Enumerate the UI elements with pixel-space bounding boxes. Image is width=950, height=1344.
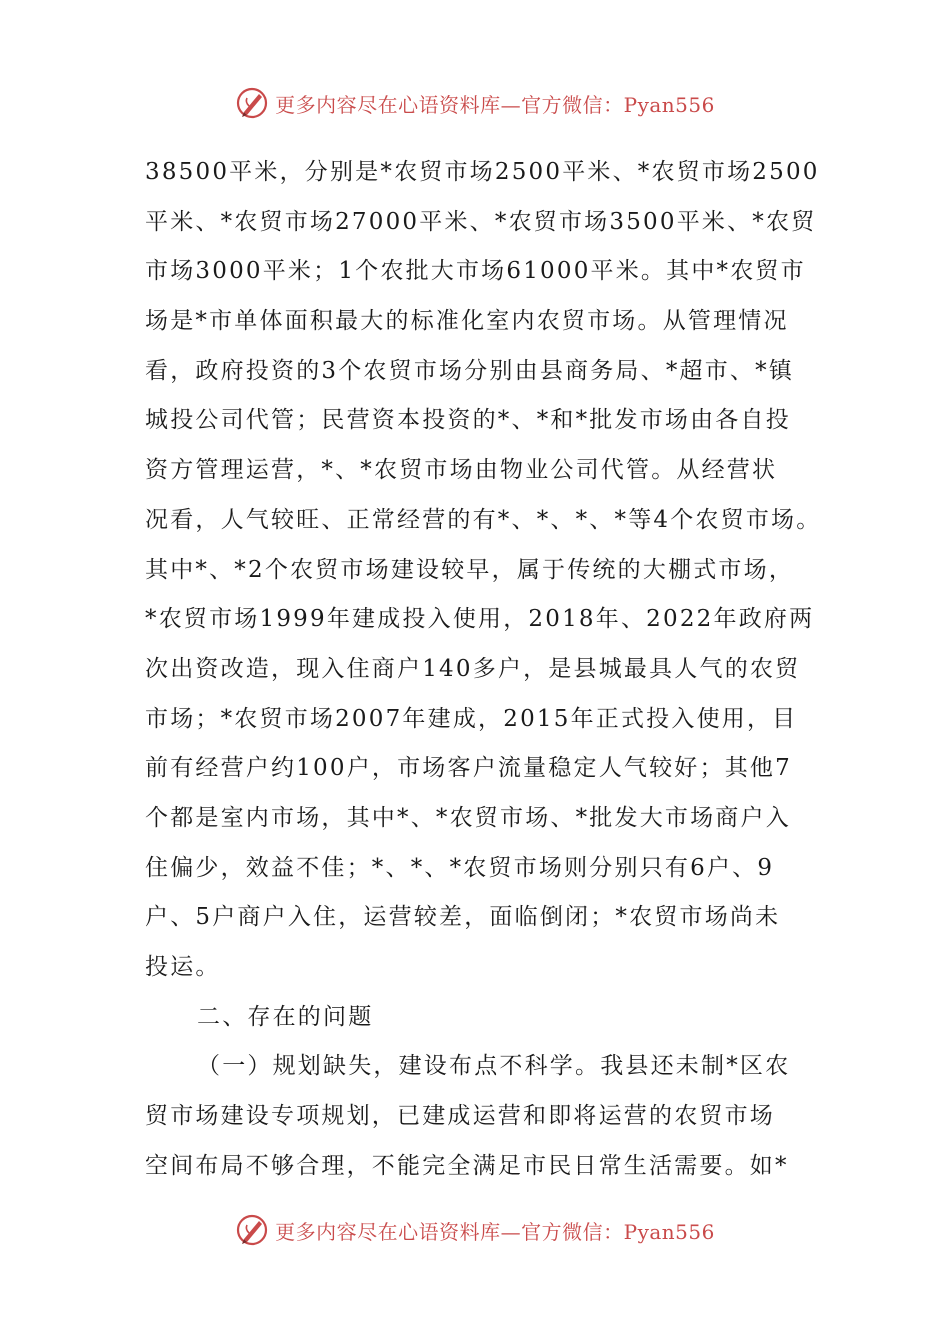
- document-body: [145, 148, 825, 1191]
- body-line: 城投公司代管；民营资本投资的*、*和*批发市场由各自投: [145, 407, 791, 434]
- body-line: 资方管理运营，*、*农贸市场由物业公司代管。从经营状: [145, 457, 778, 484]
- pen-logo-icon: [235, 86, 269, 120]
- header-banner: [0, 83, 950, 123]
- body-line: 个都是室内市场，其中*、*农贸市场、*批发大市场商户入: [145, 804, 791, 831]
- header-banner-text: 更多内容尽在心语资料库—官方微信：Pyan556: [275, 92, 715, 117]
- body-line: 次出资改造，现入住商户140多户，是县城最具人气的农贸: [145, 655, 801, 682]
- body-line: 看，政府投资的3个农贸市场分别由县商务局、*超市、*镇: [145, 357, 795, 384]
- body-line: 贸市场建设专项规划，已建成运营和即将运营的农贸市场: [145, 1103, 775, 1130]
- body-line: 前有经营户约100户，市场客户流量稳定人气较好；其他7: [145, 755, 792, 782]
- body-line: *农贸市场1999年建成投入使用，2018年、2022年政府两: [145, 606, 815, 633]
- footer-banner-text: 更多内容尽在心语资料库—官方微信：Pyan556: [275, 1219, 715, 1244]
- section-heading: 二、存在的问题: [197, 1003, 374, 1030]
- body-line: 户、5户商户入住，运营较差，面临倒闭；*农贸市场尚未: [145, 904, 781, 931]
- body-line: 投运。: [145, 954, 221, 980]
- body-line: 平米、*农贸市场27000平米、*农贸市场3500平米、*农贸: [145, 208, 817, 235]
- body-line: （一）规划缺失，建设布点不科学。我县还未制*区农: [197, 1053, 791, 1080]
- pen-logo-icon: [235, 1213, 269, 1247]
- body-line: 其中*、*2个农贸市场建设较早，属于传统的大棚式市场，: [145, 556, 795, 583]
- body-line: 38500平米，分别是*农贸市场2500平米、*农贸市场2500: [145, 159, 820, 185]
- body-line: 场是*市单体面积最大的标准化室内农贸市场。从管理情况: [145, 308, 789, 335]
- footer-banner: [0, 1210, 950, 1250]
- body-line: 市场3000平米；1个农批大市场61000平米。其中*农贸市: [145, 258, 806, 285]
- body-line: 空间布局不够合理，不能完全满足市民日常生活需要。如*: [145, 1152, 789, 1179]
- body-line: 住偏少，效益不佳；*、*、*农贸市场则分别只有6户、9: [145, 854, 775, 881]
- body-line: 市场；*农贸市场2007年建成，2015年正式投入使用，目: [145, 705, 798, 732]
- body-line: 况看，人气较旺、正常经营的有*、*、*、*等4个农贸市场。: [145, 506, 822, 533]
